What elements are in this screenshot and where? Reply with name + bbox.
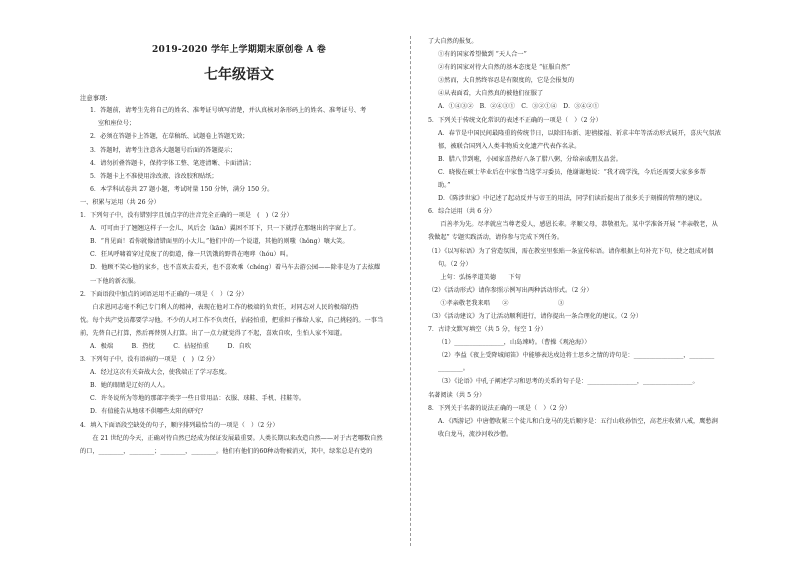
poem-2-cont: ________。 <box>438 365 469 373</box>
question-1: 1．下列句子中，没有错别字且加点字的注音完全正确的一项是 ( )（2 分） <box>80 212 293 220</box>
task-1-answer: 上句：弘扬孝道美德 下句 <box>428 273 521 281</box>
question-3: 3．下列句子中，没有语病的一项是 ( )（2 分） <box>80 356 219 364</box>
note-item: 4．请勿折叠答题卡，保持字体工整、笔迹清晰、卡面清洁； <box>90 159 255 167</box>
note-item: 5．答题卡上不准使用涂改液、涂改胶和贴纸； <box>90 172 218 180</box>
passage-line: 白求恩同志毫不利己专门利人的精神，表现在他对工作的极端的负责任，对同志对人民的极端的热 <box>80 303 359 311</box>
option-c: C．晓俊在硕士毕业后在中家鲁当选学习委员，他谢谢地说：“我才疏学浅，今后还需要大家多多帮 <box>438 168 706 176</box>
question-2: 2．下面语段中加点的词语运用不正确的一项是（ ）（2 分） <box>80 290 248 298</box>
option-a: A．春节是中国民间最隆重的传统节日，以除旧布新、迎禧接福、祈求丰年等活动形式展开，喜庆气氛浓 <box>438 129 721 137</box>
note-item: 1．答题前，请考生先将自己的姓名、准考证号填写清楚，并认真核对条形码上的姓名、准考证号、考 <box>90 107 367 115</box>
passage-line: 的口，________，________；________，________。他们有他们的60种动物被消灭，其中，绿浆总是有党的 <box>80 447 373 455</box>
notes-heading: 注意事项: <box>80 94 108 102</box>
sentence-2: ②有的国家对待大自然的基本态度是 “征服自然” <box>438 64 571 72</box>
option-a-cont: 郁，被联合国列入人类非物质文化遗产代表作名录。 <box>438 142 581 150</box>
passage-line: 前，先替自己打算，然后再替别人打算。出了一点力就觉得了不起，喜欢自吹，生怕人家不知道。 <box>80 329 347 337</box>
section-heading: 一、积累与运用（共 26 分） <box>80 198 160 206</box>
task-1: （1）《以写标语》为了营造氛围，需在教室里张贴一条宣传标语。请你根据上句补充下句，使之组成对偶 <box>428 247 714 255</box>
poem-3: （3）《论语》中孔子阐述学习和思考的关系的句子是：________________，________________。 <box>438 378 699 386</box>
option-b: B．“肖见面！看你就像清错面里的小大儿。”他们中的一个说道，其他的则嗤（hǒng）嚷大笑。 <box>90 238 349 246</box>
passage-line: 忱。每个共产党员都要学习他。不少的人对工作不负责任，拈轻怕重，把重担子推给人家，自己挑轻的。一事当 <box>80 316 384 324</box>
task-1-cont: 句。（2 分） <box>438 260 472 268</box>
question-5: 5．下列关于传统文化常识的表述不正确的一项是（ ）（2 分） <box>428 116 602 124</box>
exam-subtitle: 七年级语文 <box>204 67 274 83</box>
note-item: 6．本学科试卷共 27 题小题，考试时量 150 分钟，满分 150 分。 <box>90 185 274 193</box>
option-c: C．许冬说所为等地的那部字类字一些日常用品：衣服、球鞋、手机、挂鞋等。 <box>90 395 306 403</box>
right-column <box>428 30 746 444</box>
option-b: B．腊八节到啦，小园家喜热好八条了腊八粥，分给亲戚朋友品尝。 <box>438 155 622 163</box>
task-2-answer: ①孝亲敬老我来唱 ② ③ <box>428 299 565 307</box>
question-8: 8．下列关于名著的说法正确的一项是（ ）（2 分） <box>428 404 571 412</box>
option-d: D．他顾不笑心他的家乡，也不喜欢去看天，也不喜欢乘（chéng）着马车去游公园——除非是为了去炫耀 <box>90 264 381 272</box>
passage-line: 我做起” 专题实践活动，请你参与完成下列任务。 <box>428 234 564 242</box>
sentence-1: ①有的国家希望做到 “天人合一” <box>438 51 527 59</box>
note-item: 室和座位号； <box>98 120 136 128</box>
exam-title: 2019-2020 学年上学期期末原创卷 A 卷 <box>151 45 327 55</box>
sentence-3: ③然而，大自然终容忍是有限度的，它是会报复的 <box>438 77 575 85</box>
task-3: （3）《活动建议》为了让活动顺利进行，请你提出一条合理化的建议。（2 分） <box>428 312 643 320</box>
option-c: C．狂风呼啸着穿过荒废了的街道，像一只饥饿的野兽在咆哮（hóu）叫。 <box>90 251 293 259</box>
options-row: A．极端 B．热忱 C．拈轻怕重 D．自吹 <box>90 342 252 350</box>
passage-line: 了大自然的报复。 <box>428 38 478 45</box>
option-c-cont: 助。” <box>438 182 451 190</box>
passage-line: 在 21 世纪的今天，正确对待自然已经成为保证发展最重要。人类长期以来改造自然——对于古老哪数自然 <box>80 434 383 442</box>
option-d: D．有值能告从地球不供哪些太阳的研究？ <box>90 408 207 416</box>
option-a: A．经过这次有关奋战大会，使我端正了学习态度。 <box>90 369 231 377</box>
question-7: 7．古诗文默写填空（共 5 分，每空 1 分） <box>428 326 547 334</box>
question-4: 4．填入下面语段空缺处的句子，顺序排列最恰当的一项是（ ）（2 分） <box>80 421 279 429</box>
option-d-cont: 一下他的新衣服。 <box>90 277 140 285</box>
column-divider <box>410 36 411 546</box>
option-a-cont: 收白龙马，流沙河收沙僧。 <box>438 430 513 438</box>
option-a: A．可可由于了翘翘这样子一会儿，风后会（kān）翼困不耳下，只一下就浮在那继出的字窗上了。 <box>90 225 360 233</box>
task-2: （2）《活动形式》请你参照示例写出两种活动形式。（2 分） <box>428 286 593 294</box>
question-6: 6．综合运用（共 6 分） <box>428 208 496 216</box>
poem-2: （2）李益《夜上受降城闻笛》中能够表达戍边将士思乡之情的诗句是：________________，________ <box>438 352 715 360</box>
note-item: 3．答题时，请考生注意各大题题号后面的答题提示； <box>90 146 237 154</box>
option-a: A．《西游记》中唐僧收紧三个徒儿和白龙马的先后顺序是：五行山收孙悟空，高老庄收猪八戒，鹰愁涧 <box>438 417 718 425</box>
passage-line: 百善孝为先。尽孝就应当尊老爱人，感恩长辈。孝顺父母，恭敬祖先。某中学准备开展 “孝亲敬老，从 <box>428 221 718 229</box>
section-heading: 名著阅读（共 5 分） <box>428 391 486 399</box>
poem-1: （1）________________，山岛竦峙。（曹操《观沧海》） <box>438 339 591 347</box>
option-b: B．她的眼睛是辽好的人人。 <box>90 382 169 390</box>
left-column <box>80 30 398 461</box>
option-d: D．《陈涉世家》中记述了起动反并与帝王的用法，同学们读后提出了很多关于刻描的管理的建议。 <box>438 195 706 203</box>
note-item: 2．必须在答题卡上答题，在草稿纸、试题卷上答题无效； <box>90 133 249 141</box>
sentence-4: ④从表面看，大自然真的被他们征服了 <box>438 90 544 98</box>
options-row: A．①④③② B．②④③① C．③②①④ D．③④②① <box>438 103 600 111</box>
